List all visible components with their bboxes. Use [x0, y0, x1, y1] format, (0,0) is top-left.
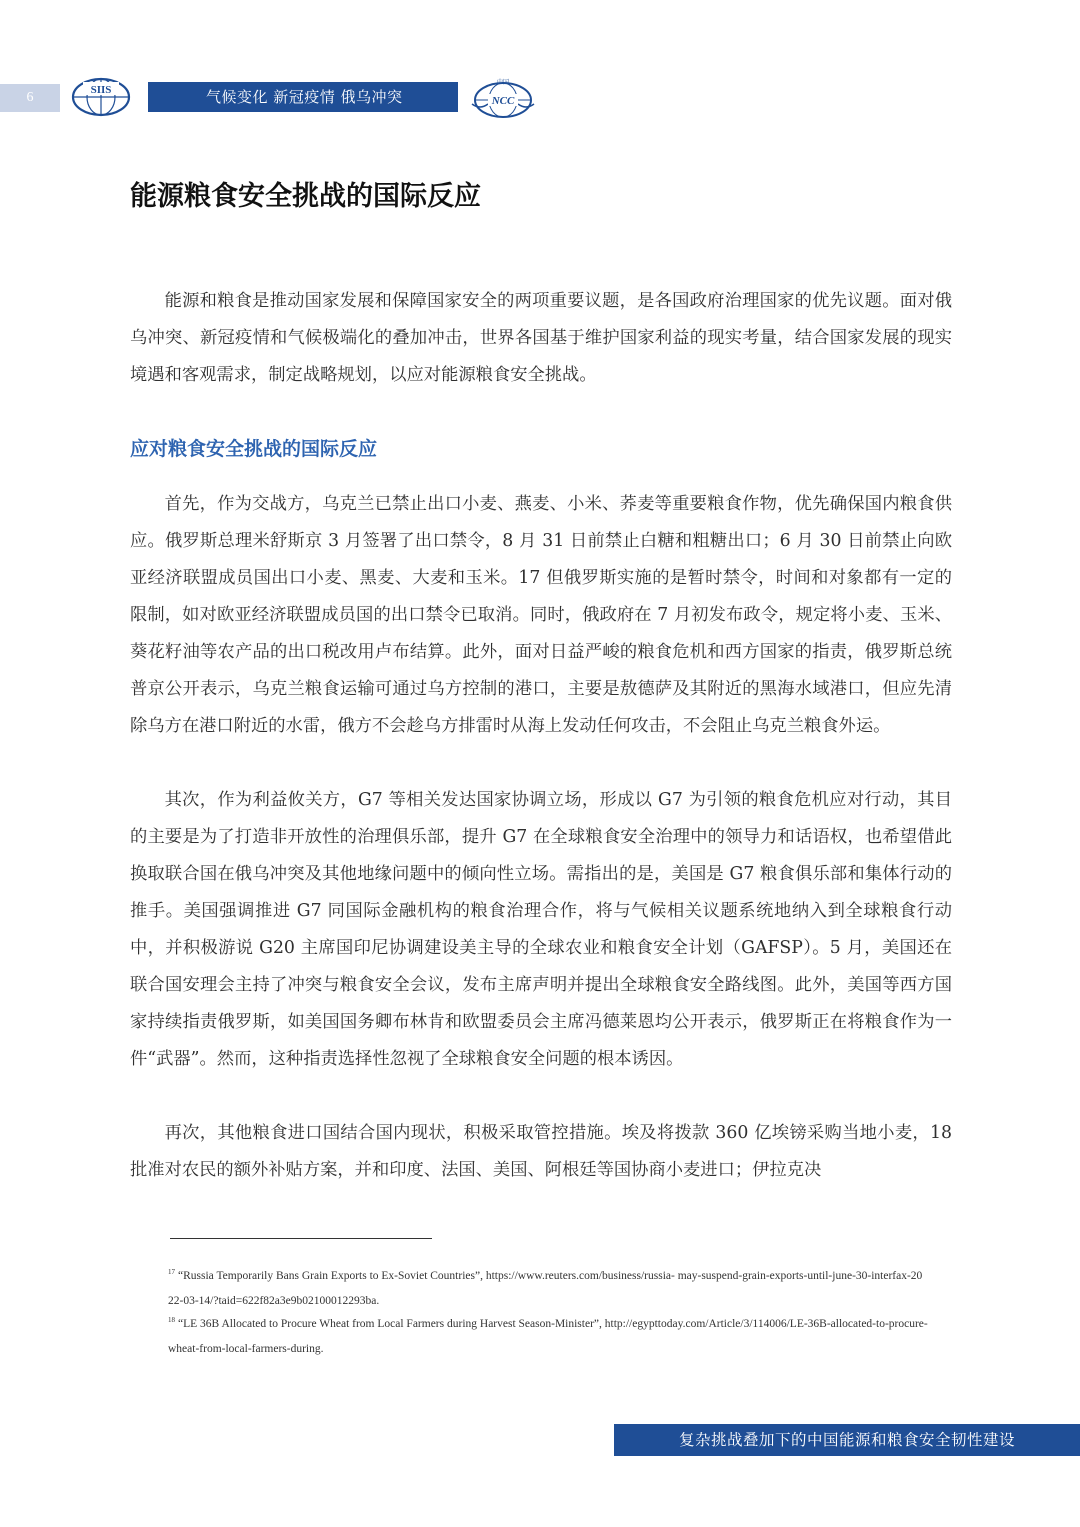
intro-paragraph: 能源和粮食是推动国家发展和保障国家安全的两项重要议题，是各国政府治理国家的优先议题。面对俄乌冲突、新冠疫情和气候极端化的叠加冲击，世界各国基于维护国家利益的现实考量，结合国家发展的现实境遇和客观需求，制定战略规划，以应对能源粮食安全挑战。	[130, 291, 952, 385]
footnote	[168, 1308, 928, 1362]
svg-text:SIIS: SIIS	[90, 84, 112, 96]
footnote-text: “Russia Temporarily Bans Grain Exports to Ex-Soviet Countries”, https://www.reuters.com/business/russia- may-suspend-grain-exports-until-june-30-interfax-2022-03-14/?taid=622f82a3e9b02100012293ba.	[168, 1269, 923, 1307]
section-heading: 应对粮食安全挑战的国际反应	[130, 438, 378, 460]
header-banner: 气候变化 新冠疫情 俄乌冲突	[148, 82, 458, 112]
footnote	[168, 1260, 928, 1314]
page-title: 能源粮食安全挑战的国际反应	[130, 181, 481, 212]
ncc-logo	[468, 76, 538, 120]
footer-banner: 复杂挑战叠加下的中国能源和粮食安全韧性建设	[614, 1424, 1080, 1456]
body-paragraph: 其次，作为利益攸关方，G7 等相关发达国家协调立场，形成以 G7 为引领的粮食危机应对行动，其目的主要是为了打造非开放性的治理俱乐部，提升 G7 在全球粮食安全治理中的领导力和话语权，也希望借此换取联合国在俄乌冲突及其他地缘问题中的倾向性立场。需指出的是，美国是 G7 粮食俱乐部和集体行动的推手。美国强调推进 G7 同国际金融机构的粮食治理合作，将与气候相关议题系统地纳入到全球粮食行动中，并积极游说 G20 主席国印尼协调建设美主导的全球农业和粮食安全计划（GAFSP）。5 月，美国还在联合国安理会主持了冲突与粮食安全会议，发布主席声明并提出全球粮食安全路线图。此外，美国等西方国家持续指责俄罗斯，如美国国务卿布林肯和欧盟委员会主席冯德莱恩均公开表示，俄罗斯正在将粮食作为一件“武器”。然而，这种指责选择性忽视了全球粮食安全问题的根本诱因。	[130, 790, 952, 1069]
svg-text:NCC: NCC	[491, 95, 515, 107]
footnote-mark: 18	[168, 1316, 175, 1324]
footnote-text: “LE 36B Allocated to Procure Wheat from Local Farmers during Harvest Season-Minister”, http://egypttoday.com/Article/3/114006/LE-36B-allocated-to-procure-wheat-from-local-farmers-during.	[168, 1317, 928, 1355]
body-paragraph: 再次，其他粮食进口国结合国内现状，积极采取管控措施。埃及将拨款 360 亿埃镑采购当地小麦，18批准对农民的额外补贴方案，并和印度、法国、美国、阿根廷等国协商小麦进口；伊拉克决	[130, 1123, 952, 1180]
siis-logo	[70, 76, 132, 118]
body-paragraph: 首先，作为交战方，乌克兰已禁止出口小麦、燕麦、小米、荞麦等重要粮食作物，优先确保国内粮食供应。俄罗斯总理米舒斯京 3 月签署了出口禁令，8 月 31 日前禁止白糖和粗糖出口；6 月 30 日前禁止向欧亚经济联盟成员国出口小麦、黑麦、大麦和玉米。17 但俄罗斯实施的是暂时禁令，时间和对象都有一定的限制，如对欧亚经济联盟成员国的出口禁令已取消。同时，俄政府在 7 月初发布政令，规定将小麦、玉米、葵花籽油等农产品的出口税改用卢布结算。此外，面对日益严峻的粮食危机和西方国家的指责，俄罗斯总统普京公开表示，乌克兰粮食运输可通过乌方控制的港口，主要是敖德萨及其附近的黑海水域港口，但应先清除乌方在港口附近的水雷，俄方不会趁乌方排雷时从海上发动任何攻击，不会阻止乌克兰粮食外运。	[130, 494, 952, 736]
footnote-mark: 17	[168, 1268, 175, 1276]
svg-text:中国: 中国	[496, 79, 510, 86]
page-number: 6	[0, 84, 60, 112]
footnote-divider	[170, 1238, 432, 1239]
